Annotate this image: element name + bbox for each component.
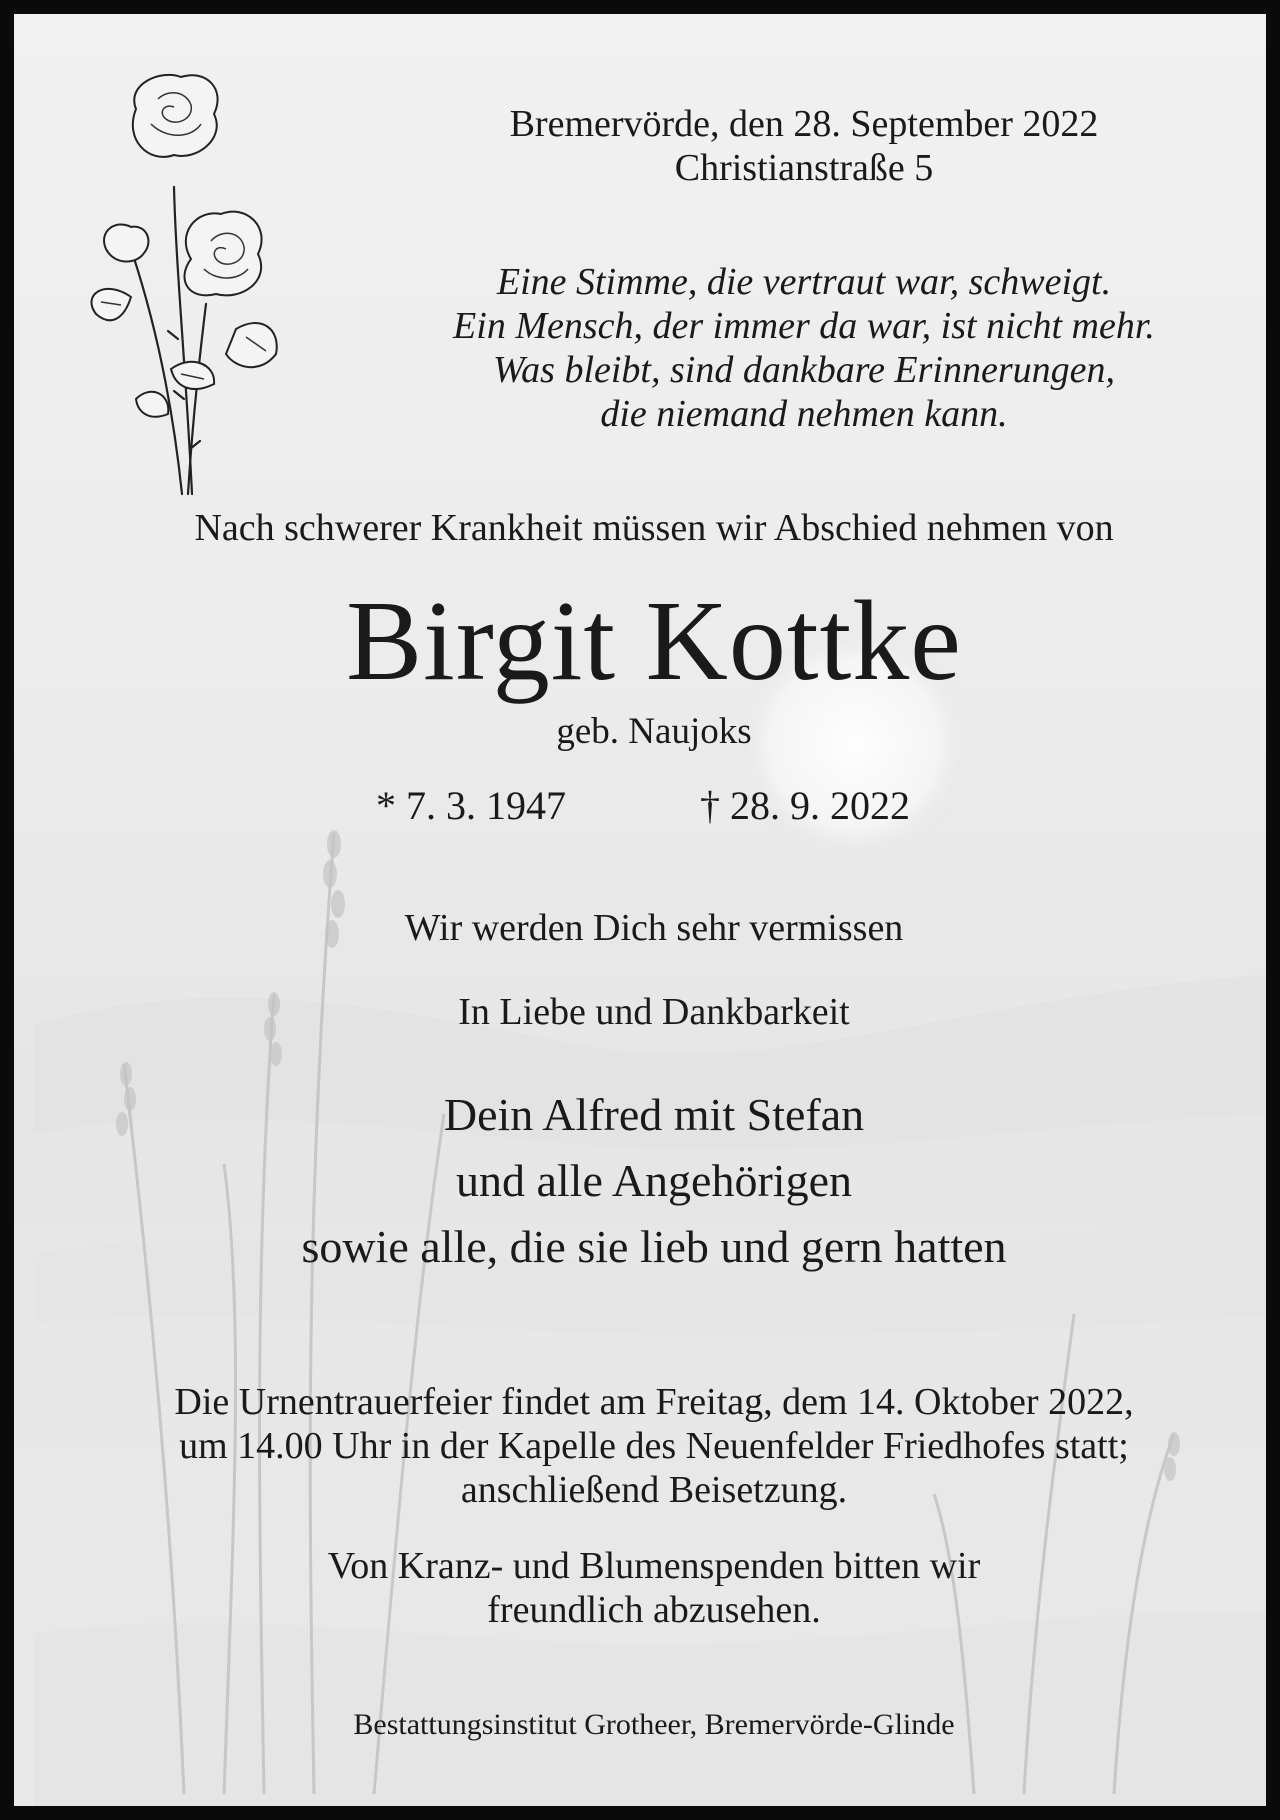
ceremony-line: Die Urnentrauerfeier findet am Freitag, dem 14. Oktober 2022,	[174, 1381, 1134, 1423]
poem-line: Eine Stimme, die vertraut war, schweigt.	[496, 261, 1112, 303]
poem-line: Was bleibt, sind dankbare Erinnerungen,	[492, 349, 1116, 391]
undertaker: Bestattungsinstitut Grotheer, Bremervörde-Glinde	[353, 1708, 955, 1741]
ceremony-line: um 14.00 Uhr in der Kapelle des Neuenfelder Friedhofes statt;	[179, 1425, 1129, 1467]
poem-line: Ein Mensch, der immer da war, ist nicht mehr.	[453, 305, 1155, 347]
flowers-note	[14, 1544, 1280, 1632]
place-date-address	[164, 102, 1280, 190]
address: Christianstraße 5	[674, 147, 934, 189]
poem	[164, 260, 1280, 436]
notice-intro: Nach schwerer Krankheit müssen wir Abschied nehmen von	[194, 507, 1114, 549]
mourner-line: Dein Alfred mit Stefan	[443, 1089, 865, 1140]
mourner-line: sowie alle, die sie lieb und gern hatten	[301, 1221, 1007, 1272]
mourners	[14, 1082, 1280, 1280]
flowers-line: freundlich abzusehen.	[487, 1589, 821, 1631]
flowers-line: Von Kranz- und Blumenspenden bitten wir	[327, 1545, 981, 1587]
place-date: Bremervörde, den 28. September 2022	[509, 103, 1099, 145]
love-line: In Liebe und Dankbarkeit	[458, 991, 850, 1033]
death-date: † 28. 9. 2022	[700, 783, 910, 828]
ceremony-line: anschließend Beisetzung.	[460, 1469, 848, 1511]
ceremony-info	[14, 1380, 1280, 1512]
miss-line: Wir werden Dich sehr vermissen	[404, 907, 904, 949]
poem-line: die niemand nehmen kann.	[600, 393, 1008, 435]
mourner-line: und alle Angehörigen	[455, 1155, 852, 1206]
birth-date: * 7. 3. 1947	[376, 783, 566, 828]
birth-name: geb. Naujoks	[556, 711, 752, 752]
deceased-name: Birgit Kottke	[346, 577, 962, 704]
